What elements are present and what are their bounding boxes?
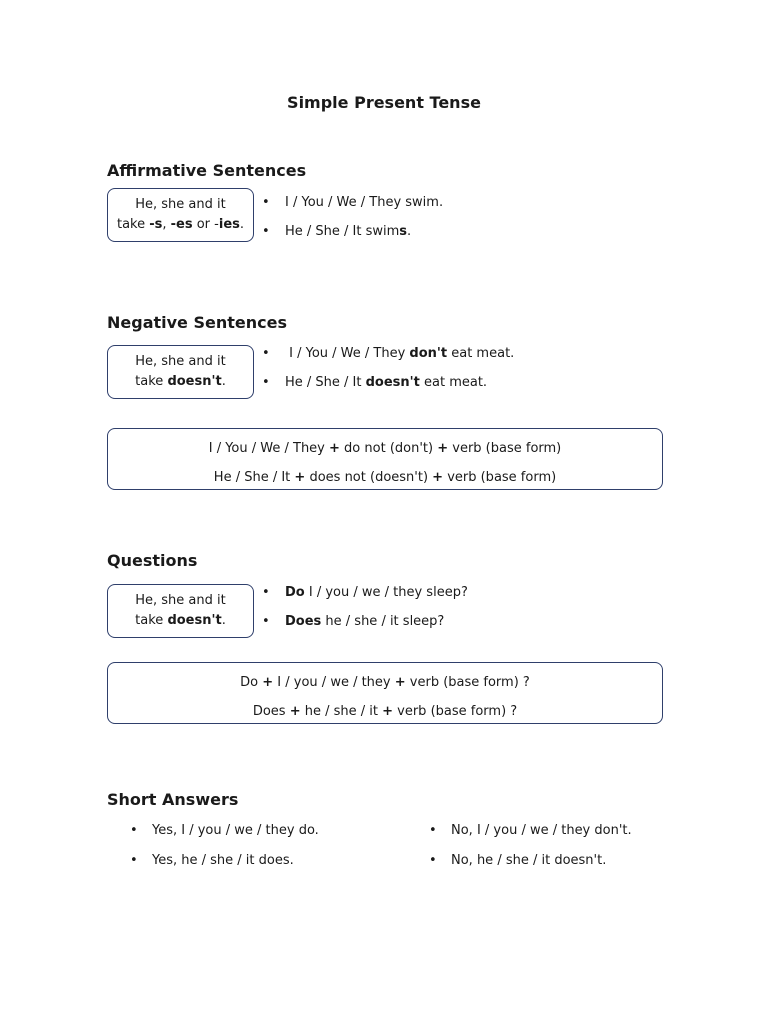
list-item: • He / She / It swims.	[262, 224, 443, 253]
questions-formula-box	[107, 662, 663, 724]
list-item: • Do I / you / we / they sleep?	[262, 585, 468, 614]
page-title: Simple Present Tense	[287, 93, 481, 112]
questions-heading: Questions	[107, 551, 198, 570]
negative-formula-box	[107, 428, 663, 490]
affirmative-note-line1: He, she and it	[135, 197, 226, 212]
affirmative-note-line2: take -s, -es or -ies.	[116, 217, 245, 232]
negative-note-line1: He, she and it	[135, 354, 226, 369]
questions-note-line2: take doesn't.	[135, 613, 226, 628]
list-item: • I / You / We / They swim.	[262, 195, 443, 224]
questions-bullets	[262, 585, 468, 643]
list-item: • I / You / We / They don't eat meat.	[262, 346, 514, 375]
list-item: • No, I / you / we / they don't.	[429, 823, 632, 853]
short-answers-yes-list	[130, 823, 319, 883]
list-item: • No, he / she / it doesn't.	[429, 853, 632, 883]
list-item: • Does he / she / it sleep?	[262, 614, 468, 643]
questions-note-box	[107, 584, 254, 638]
list-item: • Yes, I / you / we / they do.	[130, 823, 319, 853]
affirmative-note-box	[107, 188, 254, 242]
negative-note-box	[107, 345, 254, 399]
negative-note-line2: take doesn't.	[135, 374, 226, 389]
short-answers-no-list	[429, 823, 632, 883]
negative-heading: Negative Sentences	[107, 313, 287, 332]
negative-bullets	[262, 346, 514, 404]
questions-formula-line2: Does + he / she / it + verb (base form) ?	[252, 704, 518, 719]
affirmative-bullets	[262, 195, 443, 253]
list-item: • Yes, he / she / it does.	[130, 853, 319, 883]
affirmative-heading: Affirmative Sentences	[107, 161, 307, 180]
negative-formula-line1: I / You / We / They + do not (don't) + verb (base form)	[208, 441, 562, 456]
short-answers-heading: Short Answers	[107, 790, 239, 809]
questions-formula-line1: Do + I / you / we / they + verb (base form) ?	[240, 675, 530, 690]
list-item: • He / She / It doesn't eat meat.	[262, 375, 514, 404]
negative-formula-line2: He / She / It + does not (doesn't) + verb (base form)	[213, 470, 557, 485]
questions-note-line1: He, she and it	[135, 593, 226, 608]
